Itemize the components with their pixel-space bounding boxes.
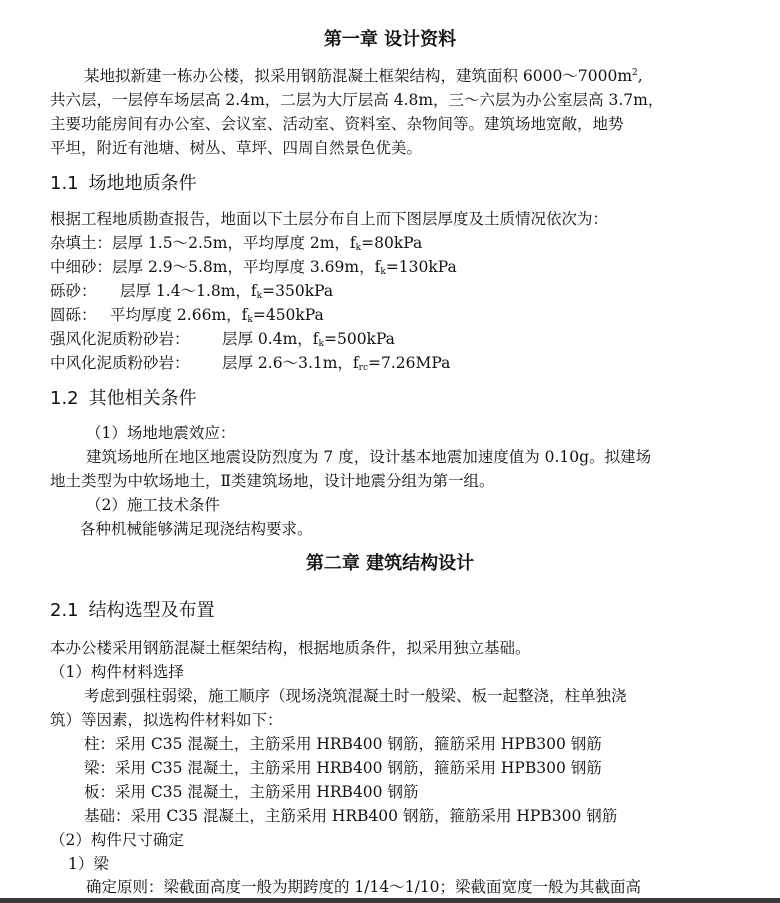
- s21-line-11: 确定原则：梁截面高度一般为期跨度的 1/14～1/10；梁截面宽度一般为其截面高: [86, 878, 642, 896]
- bottom-edge-bar: [0, 898, 780, 903]
- soil-row: 杂填土：层厚 1.5～2.5m，平均厚度 2m，$f_k=80kPa$: [50, 234, 423, 253]
- soil-row: 强风化泥质粉砂岩： 层厚 0.4m，$f_k=500kPa$: [50, 330, 395, 349]
- s12-line-2: 建筑场地所在地区地震设防烈度为 7 度，设计基本地震加速度值为 0.10g。拟建场: [86, 448, 652, 466]
- s21-line-9: （2）构件尺寸确定: [50, 831, 184, 849]
- intro-line-1: 某地拟新建一栋办公楼，拟采用钢筋混凝土框架结构，建筑面积 $6000\sim 7000m^2$,: [84, 67, 643, 85]
- material-slab: 板：采用 C35 混凝土，主筋采用 HRB400 钢筋: [84, 783, 419, 801]
- section-2-1-heading: 2.1 结构选型及布置: [50, 600, 215, 621]
- soil-row: 圆砾： 平均厚度 2.66m，$f_k=450kPa$: [50, 306, 324, 325]
- material-foundation: 基础：采用 C35 混凝土，主筋采用 HRB400 钢筋，箍筋采用 HPB300 钢筋: [84, 807, 618, 825]
- s12-line-4: （2）施工技术条件: [86, 496, 220, 514]
- s21-line-3: 考虑到强柱弱梁，施工顺序（现场浇筑混凝土时一般梁、板一起整浇，柱单独浇: [84, 687, 627, 705]
- s21-line-2: （1）构件材料选择: [50, 663, 184, 681]
- soil-row: 中细砂：层厚 2.9～5.8m，平均厚度 3.69m，$f_k=130kPa$: [50, 258, 457, 277]
- intro-line-2: 共六层，一层停车场层高 2.4m，二层为大厅层高 4.8m，三～六层为办公室层高 3.7m，: [50, 91, 664, 109]
- soil-row: 中风化泥质粉砂岩： 层厚 2.6～3.1m，$f_{rc}=7.26MPa$: [50, 354, 451, 373]
- intro-line-4: 平坦，附近有池塘、树丛、草坪、四周自然景色优美。: [50, 139, 423, 157]
- s21-line-10: 1）梁: [68, 855, 109, 873]
- material-beam: 梁：采用 C35 混凝土，主筋采用 HRB400 钢筋，箍筋采用 HPB300 钢筋: [84, 759, 602, 777]
- s21-line-1: 本办公楼采用钢筋混凝土框架结构，根据地质条件，拟采用独立基础。: [50, 639, 531, 657]
- chapter-1-title: 第一章 设计资料: [323, 29, 457, 50]
- material-column: 柱：采用 C35 混凝土，主筋采用 HRB400 钢筋，箍筋采用 HPB300 钢筋: [84, 735, 602, 753]
- s12-line-1: （1）场地地震效应：: [86, 424, 236, 442]
- section-1-1-heading: 1.1 场地地质条件: [50, 173, 197, 194]
- s21-line-4: 筑）等因素，拟选构件材料如下：: [50, 711, 283, 729]
- s12-line-3: 地土类型为中软场地土，Ⅱ类建筑场地，设计地震分组为第一组。: [50, 472, 495, 490]
- section-1-2-heading: 1.2 其他相关条件: [50, 388, 197, 409]
- soil-lead-line: 根据工程地质勘查报告，地面以下土层分布自上而下图层厚度及土质情况依次为：: [50, 210, 609, 228]
- soil-row: 砾砂： 层厚 1.4～1.8m，$f_k=350kPa$: [50, 282, 334, 301]
- chapter-2-title: 第二章 建筑结构设计: [305, 553, 475, 574]
- s12-line-5: 各种机械能够满足现浇结构要求。: [80, 520, 313, 538]
- intro-line-3: 主要功能房间有办公室、会议室、活动室、资料室、杂物间等。建筑场地宽敞，地势: [50, 115, 624, 133]
